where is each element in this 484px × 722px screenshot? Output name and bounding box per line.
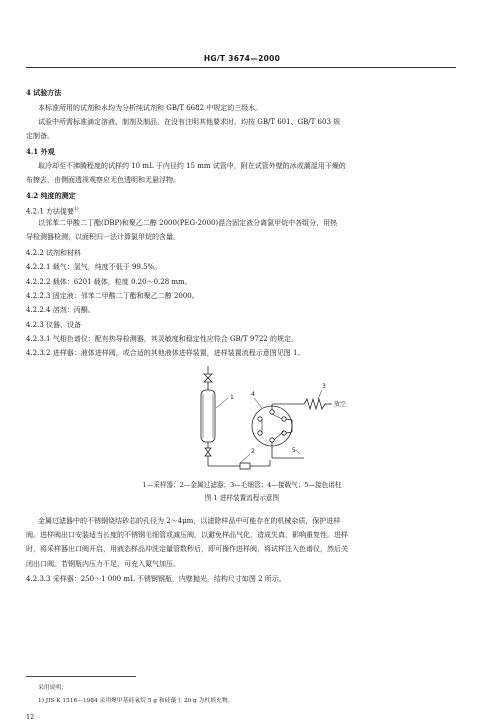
header-rule [26,67,456,68]
section-4-1-paragraph-a: 取冷却至不沸腾程度的试样约 10 mL 于内径约 15 mm 试管中，附在试管外壁的冰或潮湿用干燥的 [38,162,346,170]
footnote-rule [26,676,136,677]
section-4-2-3-title: 4.2.3 仪器、设备 [26,321,82,329]
section-4-2-2-title: 4.2.2 试剂和材料 [26,249,82,257]
page-number: 12 [26,713,35,721]
after-paragraph-a: 金属过滤器中的不锈钢烧结砂芯的孔径为 2～4μm，以滤除样品中可能存在的机械杂质，保护进样 [38,517,341,525]
sampler-top-valve [204,374,212,378]
item-4-2-3-3: 4.2.3.3 采样器：250～1 000 mL 不锈钢钢瓶，内壁抛光，结构尺寸如图 2 所示。 [26,575,286,583]
section-4-1-title: 4.1 外观 [26,147,55,156]
capillary-coil [304,399,325,409]
after-paragraph-b: 阀。进样阀出口安装适当长度的不锈钢毛细管或减压阀，以避免样品气化，造成失真，影响重复性。进样 [26,531,348,539]
metal-filter [240,463,250,469]
after-paragraph-c: 时，将采样器出口阀开启，用液态样品冲洗定量管数秒后，即可操作进样阀，将试样注入色谱仪，然后关 [26,545,348,553]
section-4-2-title: 4.2 纯度的测定 [26,191,76,200]
label-5: 5 [292,447,296,454]
section-4-2-1-title: 4.2.1 方法提要$^{1)}$ [26,207,79,216]
section-4-paragraph-2a: 试验中所需标准滴定溶液、制剂及制品，在没有注明其他要求时，均按 GB/T 601、GB/T 603 规 [38,118,341,126]
footnote-ref[interactable]: 1) [74,207,79,212]
item-4-2-2-1: 4.2.2.1 载气：氢气，纯度不低于 99.5%。 [26,263,162,271]
injection-valve [252,406,292,446]
section-4-1-paragraph-b: 布擦去，由侧面透视观察应无色透明和无悬浮物。 [26,176,180,184]
item-4-2-3-2: 4.2.3.2 进样器：液体进样阀，或合适的其他液体进样装置，进样装置流程示意图见图 1。 [26,349,305,357]
after-paragraph-d: 闭出口阀。若钢瓶内压力不足，可充入氮气加压。 [26,560,180,568]
item-4-2-3-1: 4.2.3.1 气相色谱仪：配有热导检测器，其灵敏度和稳定性应符合 GB/T 9722 的规定。 [26,335,298,343]
label-4: 4 [251,391,255,398]
label-1: 1 [230,394,234,401]
standard-code-header: HG/T 3674—2000 [203,54,281,63]
footnote-title: 采用说明： [38,685,67,691]
item-4-2-2-2: 4.2.2.2 载体：6201 载体，粒度 0.20～0.28 mm。 [26,278,192,286]
label-3: 3 [322,383,326,390]
label-2: 2 [251,448,255,455]
footnote-text: 1) JIS K 1516—1984 采用聚甲基硅氧烷 5 g 和硅藻土 20 g 为柱填充物。 [38,698,234,704]
section-4-2-1-paragraph-a: 以邻苯二甲酸二丁酯(DBP)和聚乙二醇 2000(PEG-2000)混合固定液分离氯甲烷中各组分，用热 [38,219,338,227]
vent-label: 放空 [334,401,347,408]
section-4-paragraph-2b: 定制备。 [26,132,54,140]
section-4-title: 4 试验方法 [26,88,62,97]
section-4-2-1-paragraph-b: 导检测器检测，以面积归一法计算氯甲烷的含量。 [26,233,180,241]
figure-1-diagram [0,364,484,476]
item-4-2-2-4: 4.2.2.4 溶剂：丙酮。 [26,306,95,314]
section-4-paragraph-1: 本标准所用的试剂和水均为分析纯试剂和 GB/T 6682 中规定的三级水。 [38,104,263,112]
figure-1-legend: 1—采样器；2—金属过滤器；3—毛细管；4—接载气；5—接色谱柱 [142,481,342,489]
figure-1-caption: 图 1 进样装置流程示意图 [204,494,280,502]
item-4-2-2-3: 4.2.2.3 固定液：邻苯二甲酸二丁酯和聚乙二醇 2000。 [26,292,199,300]
